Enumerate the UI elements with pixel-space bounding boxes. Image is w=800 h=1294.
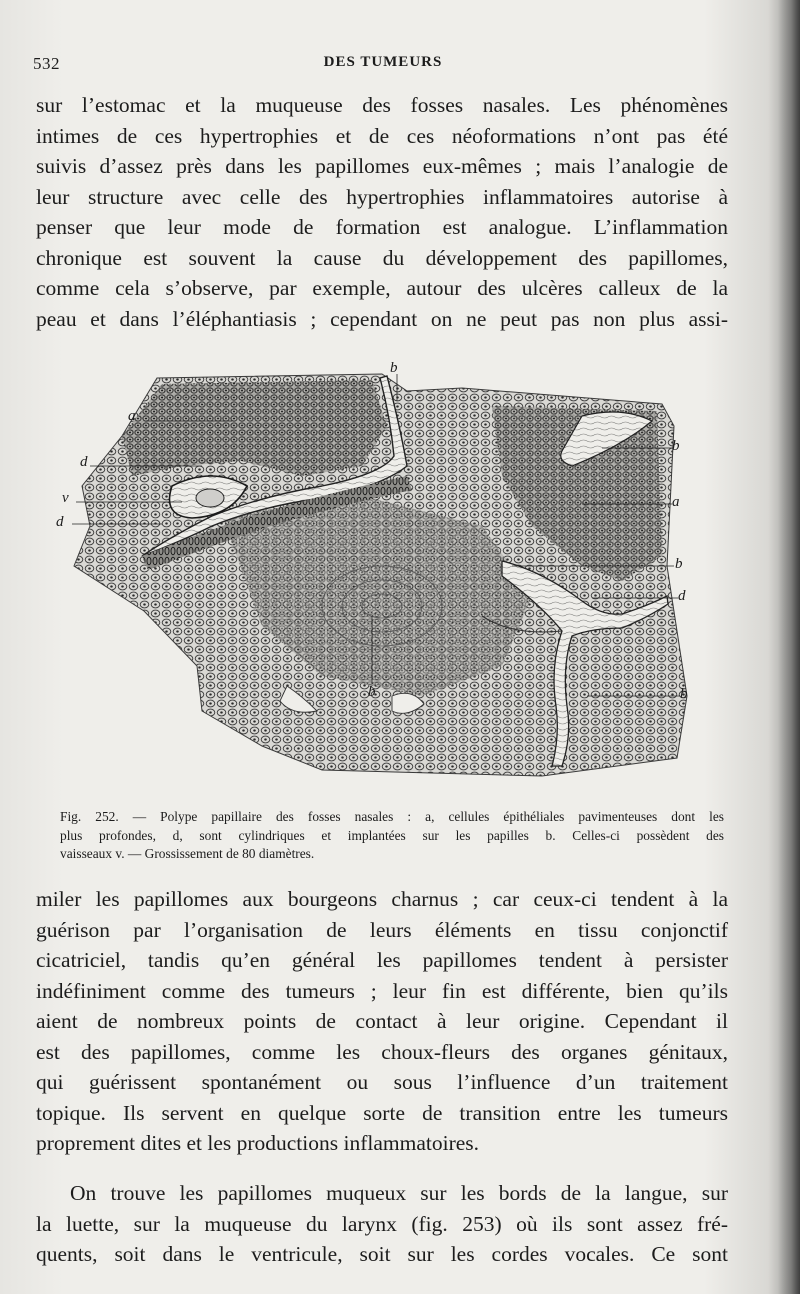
figure-label-b: b [675,556,683,572]
text-line: topique. Ils servent en quelque sorte de transition entre les tumeurs [36,1100,728,1125]
figure-label-d: d [678,588,686,604]
figure-caption [60,808,724,864]
book-spine-shadow [778,0,800,1294]
figure-label-b: b [672,438,680,454]
figure-label-a: a [672,494,680,510]
figure-label-d: d [56,514,64,530]
figure-label-b: b [390,360,398,376]
text-line: aient de nombreux points de contact à leur origine. Cependant il [36,1009,728,1033]
text-line: intimes de ces hypertrophies et de ces néoformations n’ont pas été [36,123,728,148]
text-line: comme cela s’observe, par exemple, autour des ulcères calleux de la [36,276,728,300]
paragraph-bottom [36,1178,728,1270]
histology-figure [56,360,694,784]
caption-line: vaisseaux v. — Grossissement de 80 diamètres. [60,846,315,861]
figure-label-d: d [80,454,88,470]
text-line: On trouve les papillomes muqueux sur les bords de la langue, sur [70,1181,728,1205]
figure-label-a: a [128,408,136,424]
running-title: DES TUMEURS [323,54,443,70]
text-line: quents, soit dans le ventricule, soit sur les cordes vocales. Ce sont [36,1242,728,1266]
text-line: suivis d’assez près dans les papillomes eux-mêmes ; mais l’analogie de [36,154,728,178]
figure-label-b: b [680,686,688,702]
text-line: chronique est souvent la cause du développement des papillomes, [36,245,728,270]
figure-label-v: v [62,490,69,506]
text-line: qui guérissent spontanément ou sous l’influence d’un traitement [36,1070,728,1094]
text-line: proprement dites et les productions inflammatoires. [36,1131,480,1155]
paragraph-middle [36,884,728,1159]
text-line: cicatriciel, tandis qu’en général les papillomes tendent à persister [36,948,728,972]
text-line: sur l’estomac et la muqueuse des fosses nasales. Les phénomènes [36,93,728,117]
caption-line: plus profondes, d, sont cylindriques et implantées sur les papilles b. Celles-ci possèdent des [60,827,724,843]
page-number: 532 [33,54,60,73]
text-line: guérison par l’organisation de leurs éléments en tissu conjonctif [36,917,728,942]
text-line: peau et dans l’éléphantiasis ; cependant on ne peut pas non plus assi- [36,306,728,331]
text-line: la luette, sur la muqueuse du larynx (fig. 253) où ils sont assez fré- [36,1211,728,1236]
paragraph-top [36,90,728,334]
text-line: penser que leur mode de formation est analogue. L’inflammation [36,215,728,239]
text-line: miler les papillomes aux bourgeons charnus ; car ceux-ci tendent à la [36,887,728,911]
running-head [33,54,733,78]
figure-label-b: b [368,684,376,700]
text-line: est des papillomes, comme les choux-fleurs des organes génitaux, [36,1039,728,1064]
caption-line: Fig. 252. — Polype papillaire des fosses nasales : a, cellules épithéliales pavimenteuses dont les [60,809,724,824]
text-line: leur structure avec celle des hypertrophies inflammatoires autorise à [36,184,728,209]
text-line: indéfiniment comme des tumeurs ; leur fin est différente, bien qu’ils [36,978,728,1003]
histology-engraving [62,366,694,784]
